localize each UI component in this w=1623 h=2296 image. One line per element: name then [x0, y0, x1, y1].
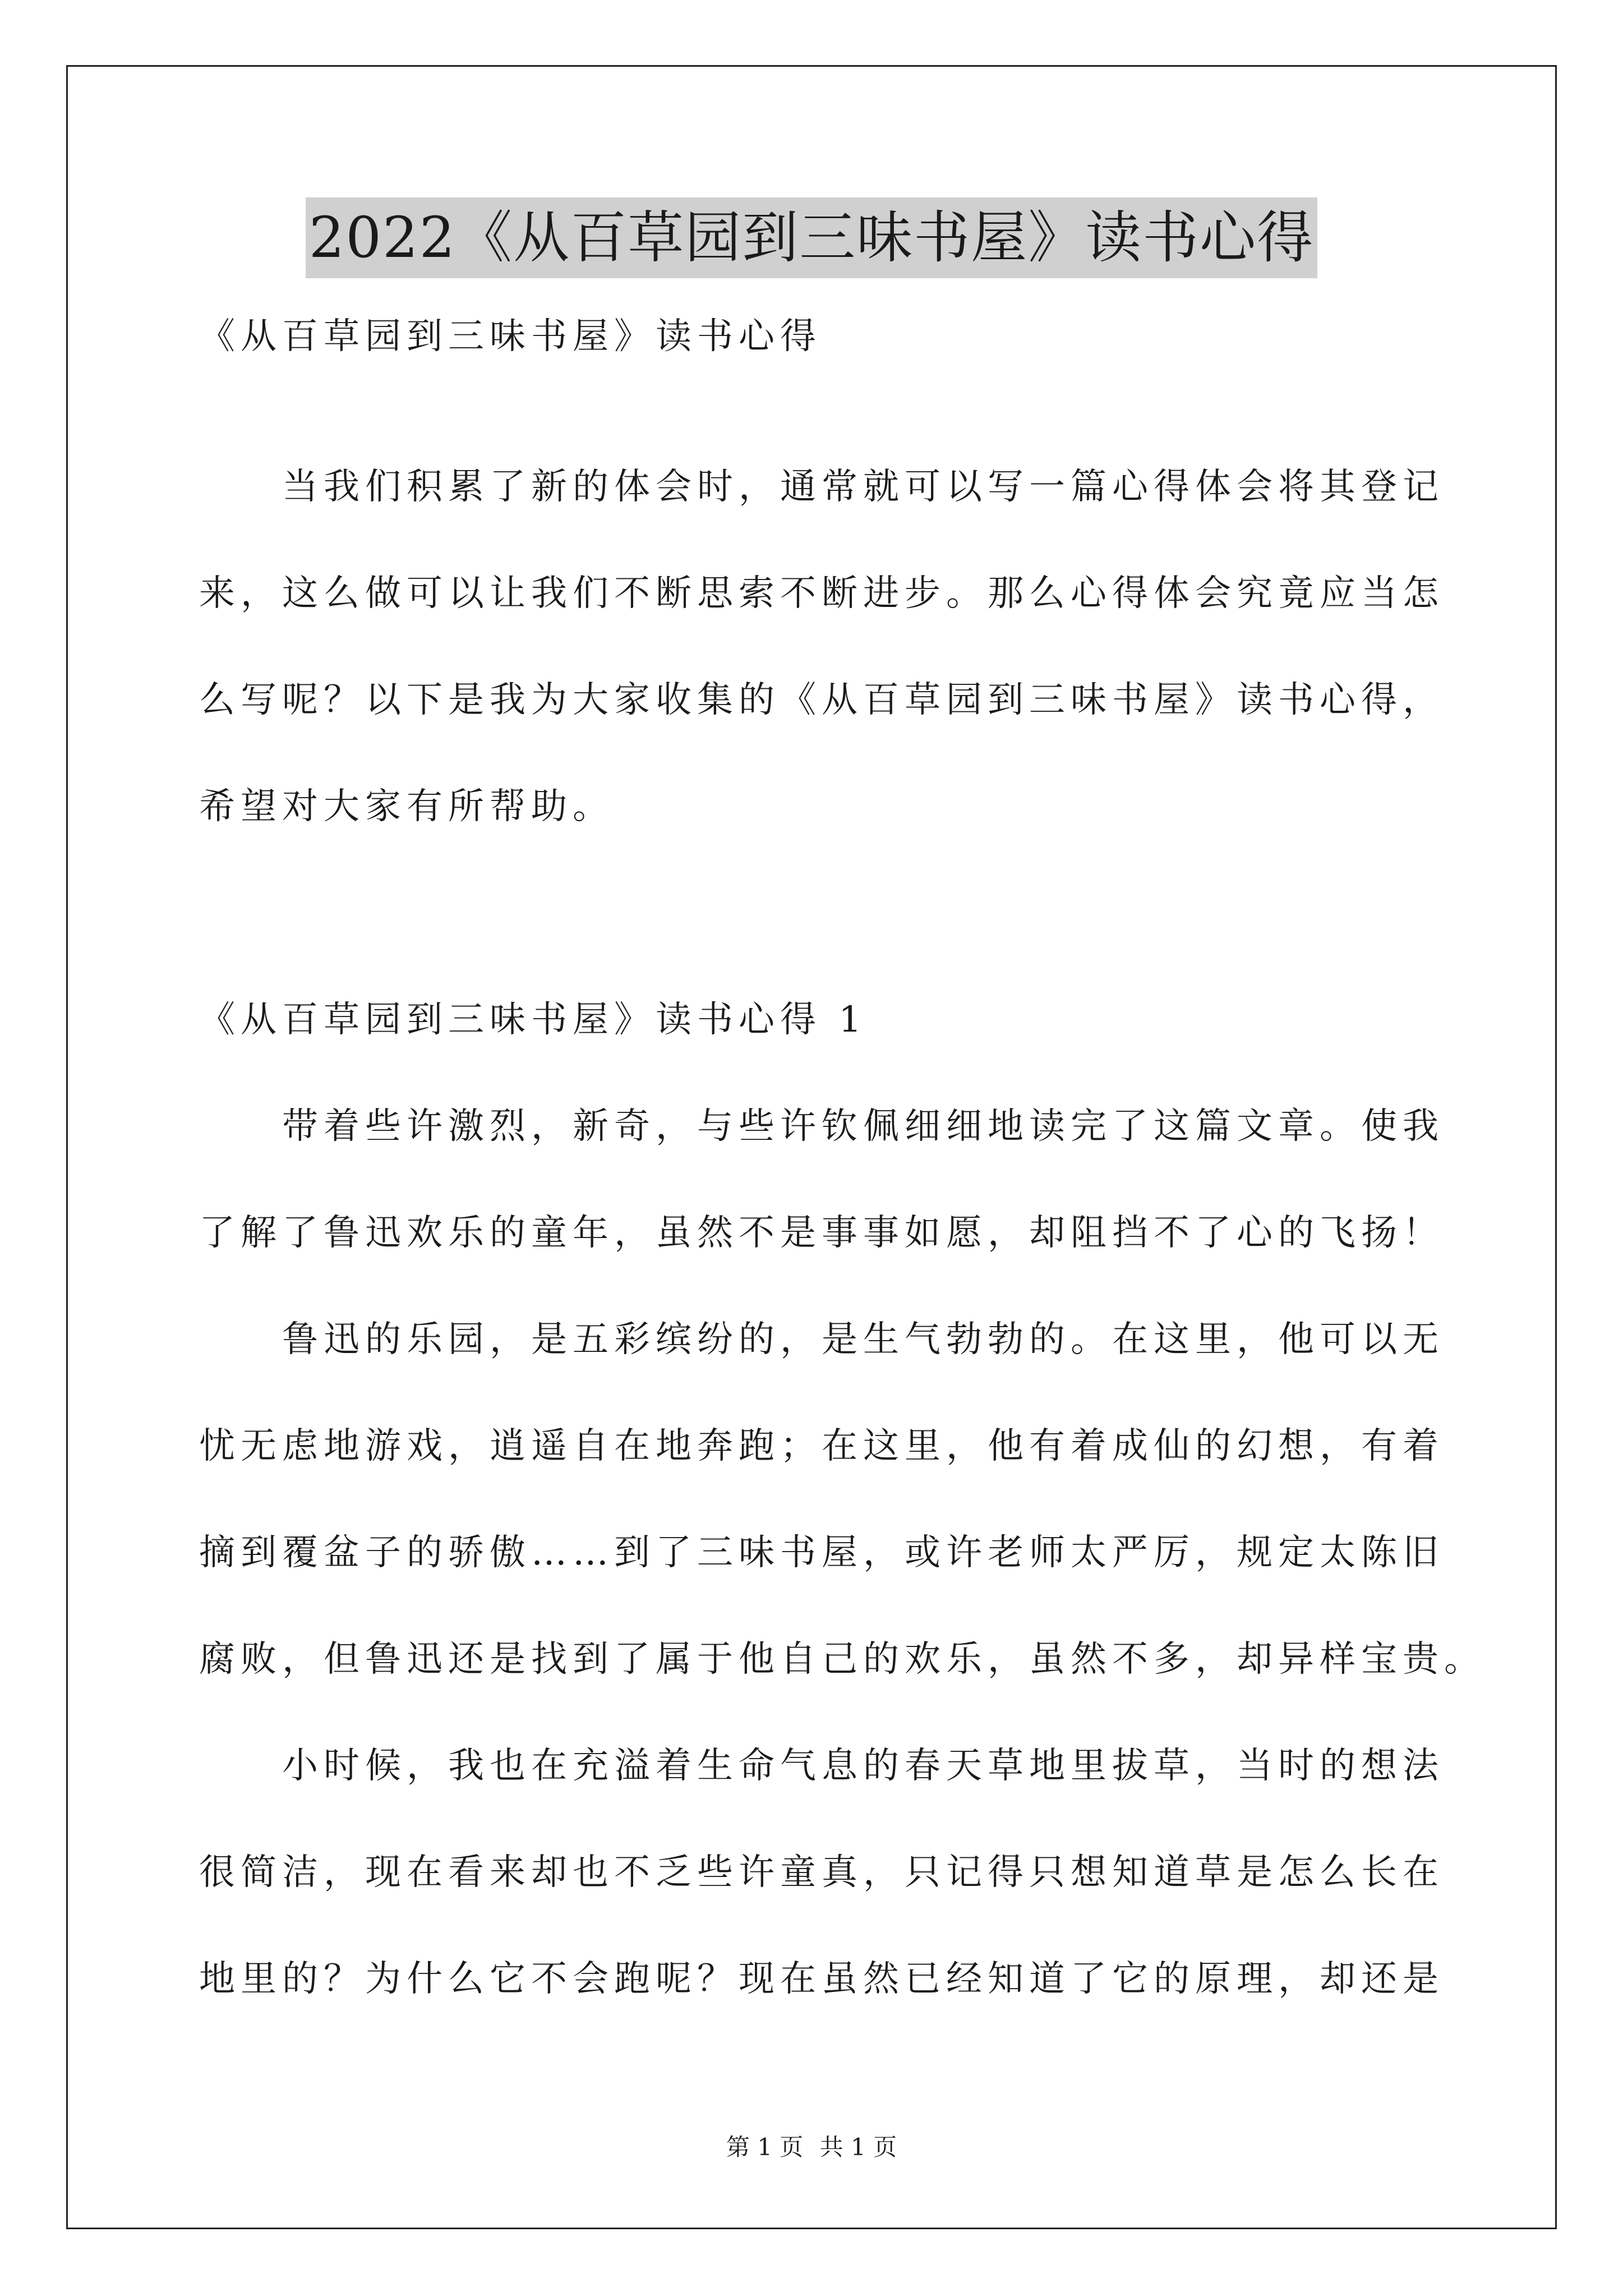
section-heading: 《从百草园到三味书屋》读书心得: [199, 316, 822, 357]
page-footer: [0, 2132, 1623, 2163]
page-total: 共 1 页: [819, 2133, 897, 2161]
body-line: 地里的？为什么它不会跑呢？现在虽然已经知道了它的原理，却还是: [199, 1958, 1444, 2000]
body-line: 忧无虑地游戏，逍遥自在地奔跑；在这里，他有着成仙的幻想，有着: [199, 1425, 1444, 1467]
body-line: 希望对大家有所帮助。: [199, 786, 614, 827]
body-line: 来，这么做可以让我们不断思索不断进步。那么心得体会究竟应当怎: [199, 573, 1444, 614]
body-line: 小时候，我也在充溢着生命气息的春天草地里拔草，当时的想法: [199, 1745, 1444, 1787]
title-container: [0, 197, 1623, 278]
body-line: 腐败，但鲁迅还是找到了属于他自己的欢乐，虽然不多，却异样宝贵。: [199, 1639, 1486, 1680]
body-line: 当我们积累了新的体会时，通常就可以写一篇心得体会将其登记: [199, 466, 1444, 508]
body-line: 么写呢？以下是我为大家收集的《从百草园到三味书屋》读书心得，: [199, 679, 1444, 721]
page-number: 第 1 页: [726, 2133, 804, 2161]
document-title: 2022《从百草园到三味书屋》读书心得: [306, 197, 1318, 278]
body-line: 很简洁，现在看来却也不乏些许童真，只记得只想知道草是怎么长在: [199, 1852, 1444, 1893]
body-line: 鲁迅的乐园，是五彩缤纷的，是生气勃勃的。在这里，他可以无: [199, 1319, 1444, 1360]
body-line: 摘到覆盆子的骄傲……到了三味书屋，或许老师太严厉，规定太陈旧: [199, 1532, 1444, 1573]
body-line: 带着些许激烈，新奇，与些许钦佩细细地读完了这篇文章。使我: [199, 1106, 1444, 1147]
section-heading: 《从百草园到三味书屋》读书心得 1: [199, 999, 868, 1041]
body-line: 了解了鲁迅欢乐的童年，虽然不是事事如愿，却阻挡不了心的飞扬！: [199, 1212, 1444, 1254]
